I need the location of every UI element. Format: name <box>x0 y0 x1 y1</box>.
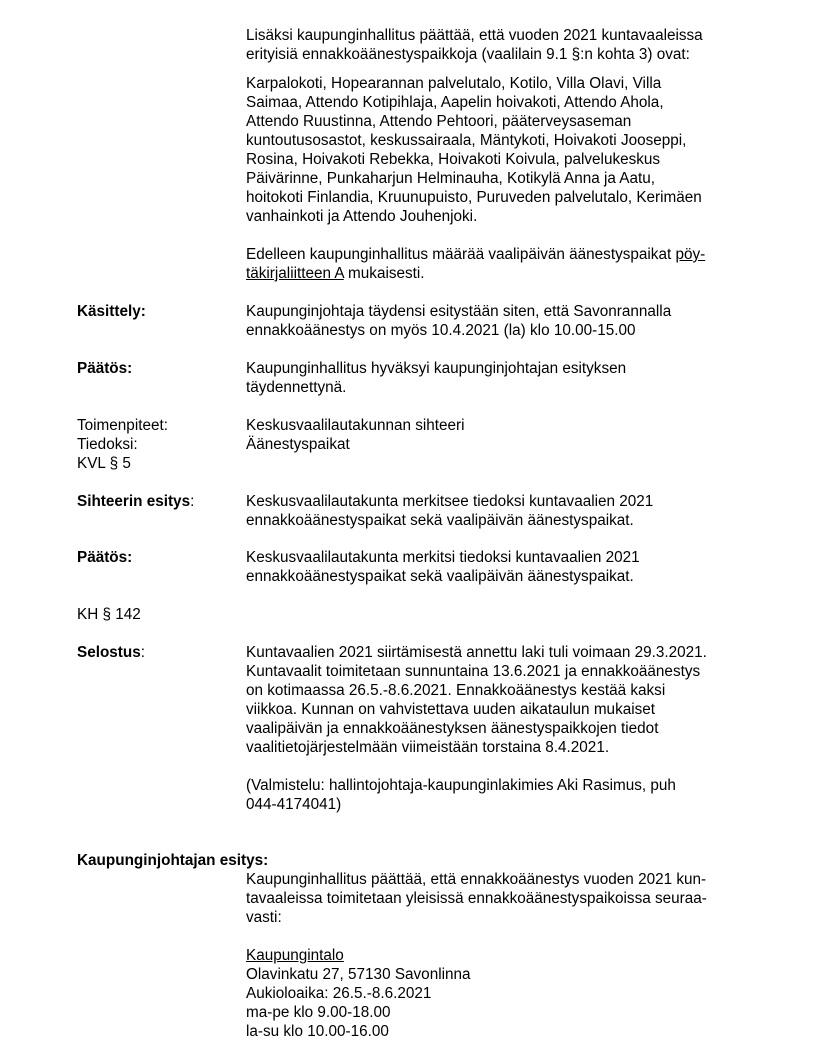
paatos-text <box>246 548 736 586</box>
voting-place-line: ma-pe klo 9.00-18.00 <box>246 1004 391 1021</box>
paatos-line: Kaupunginhallitus hyväksyi kaupunginjohtajan esityksen <box>246 360 627 377</box>
proposal-text <box>246 870 736 927</box>
further-text: mukaisesti. <box>343 265 425 282</box>
kasittely-line: ennakkoäänestys on myös 10.4.2021 (la) klo 10.00-15.00 <box>246 322 636 339</box>
sihteeri-label-text: Sihteerin esitys <box>77 493 191 510</box>
kasittely-label: Käsittely: <box>77 303 146 320</box>
places-line: Saimaa, Attendo Kotipihlaja, Aapelin hoivakoti, Attendo Ahola, <box>246 94 664 111</box>
places-line: Attendo Ruustinna, Attendo Pehtoori, pääterveysaseman <box>246 113 632 130</box>
places-line: vanhainkoti ja Attendo Jouhenjoki. <box>246 208 478 225</box>
intro-paragraph <box>246 26 736 64</box>
further-line <box>246 264 736 283</box>
places-line: Rosina, Hoivakoti Rebekka, Hoivakoti Koivula, palvelukeskus <box>246 151 661 168</box>
proposal-label: Kaupunginjohtajan esitys: <box>77 852 269 869</box>
toimenpiteet-value: Keskusvaalilautakunnan sihteeri <box>246 417 465 434</box>
places-line: Karpalokoti, Hopearannan palvelutalo, Kotilo, Villa Olavi, Villa <box>246 75 662 92</box>
sihteeri-text <box>246 492 736 530</box>
intro-line: Lisäksi kaupunginhallitus päättää, että vuoden 2021 kuntavaaleissa <box>246 27 703 44</box>
preparation-note <box>246 776 736 814</box>
selostus-label <box>77 643 145 662</box>
kh-section-label: KH § 142 <box>77 606 141 623</box>
voting-place-line: Olavinkatu 27, 57130 Savonlinna <box>246 966 471 983</box>
sihteeri-line: Keskusvaalilautakunta merkitsee tiedoksi kuntavaalien 2021 <box>246 493 654 510</box>
proposal-line: tavaaleissa toimitetaan yleisissä ennakkoäänestyspaikoissa seuraa- <box>246 890 707 907</box>
selostus-line: Kuntavaalit toimitetaan sunnuntaina 13.6.2021 ja ennakkoäänestys <box>246 663 701 680</box>
paatos-label: Päätös: <box>77 549 133 566</box>
kasittely-text <box>246 302 736 340</box>
intro-line: erityisiä ennakkoäänestyspaikkoja (vaalilain 9.1 §:n kohta 3) ovat: <box>246 46 690 63</box>
paatos-label: Päätös: <box>77 360 133 377</box>
kasittely-line: Kaupunginjohtaja täydensi esitystään siten, että Savonrannalla <box>246 303 672 320</box>
further-paragraph <box>246 245 736 283</box>
selostus-line: vaalitietojärjestelmään viimeistään torstaina 8.4.2021. <box>246 739 610 756</box>
tiedoksi-label: Tiedoksi: <box>77 436 138 453</box>
sihteeri-line: ennakkoäänestyspaikat sekä vaalipäivän äänestyspaikat. <box>246 512 634 529</box>
selostus-line: on kotimaassa 26.5.-8.6.2021. Ennakkoäänestys kestää kaksi <box>246 682 666 699</box>
appendix-link[interactable]: pöy- <box>675 246 706 263</box>
voting-place-name: Kaupungintalo <box>246 947 344 964</box>
preparation-line: (Valmistelu: hallintojohtaja-kaupunginlakimies Aki Rasimus, puh <box>246 777 676 794</box>
paatos-line: ennakkoäänestyspaikat sekä vaalipäivän äänestyspaikat. <box>246 568 634 585</box>
actions-labels <box>77 416 168 473</box>
voting-place-line: la-su klo 10.00-16.00 <box>246 1023 389 1040</box>
places-paragraph <box>246 74 736 226</box>
proposal-line: Kaupunginhallitus päättää, että ennakkoäänestys vuoden 2021 kun- <box>246 871 707 888</box>
tiedoksi-value: Äänestyspaikat <box>246 436 350 453</box>
places-line: Päivärinne, Punkaharjun Helminauha, Kotikylä Anna ja Aatu, <box>246 170 656 187</box>
paatos-line: täydennettynä. <box>246 379 347 396</box>
paatos-line: Keskusvaalilautakunta merkitsi tiedoksi kuntavaalien 2021 <box>246 549 640 566</box>
sihteeri-label <box>77 492 194 511</box>
selostus-text <box>246 643 736 757</box>
sihteeri-label-colon: : <box>190 493 195 510</box>
toimenpiteet-label: Toimenpiteet: <box>77 417 168 434</box>
selostus-line: Kuntavaalien 2021 siirtämisestä annettu laki tuli voimaan 29.3.2021. <box>246 644 707 661</box>
preparation-line: 044-4174041) <box>246 796 342 813</box>
actions-values <box>246 416 736 454</box>
paatos-text <box>246 359 736 397</box>
places-line: kuntoutusosastot, keskussairaala, Mäntykoti, Hoivakoti Jooseppi, <box>246 132 687 149</box>
voting-place-line: Aukioloaika: 26.5.-8.6.2021 <box>246 985 432 1002</box>
selostus-label-colon: : <box>140 644 146 661</box>
proposal-line: vasti: <box>246 909 282 926</box>
appendix-link[interactable]: täkirjaliitteen A <box>246 265 344 282</box>
kvl-section-label: KVL § 5 <box>77 455 131 472</box>
places-line: hoitokoti Finlandia, Kruunupuisto, Puruveden palvelutalo, Kerimäen <box>246 189 702 206</box>
selostus-line: viikkoa. Kunnan on vahvistettava uuden aikataulun mukaiset <box>246 701 656 718</box>
selostus-line: vaalipäivän ja ennakkoäänestyksen äänestyspaikkojen tiedot <box>246 720 659 737</box>
voting-place <box>246 946 736 1041</box>
selostus-label-text: Selostus <box>77 644 141 661</box>
further-line <box>246 245 736 264</box>
further-text: Edelleen kaupunginhallitus määrää vaalipäivän äänestyspaikat <box>246 246 676 263</box>
